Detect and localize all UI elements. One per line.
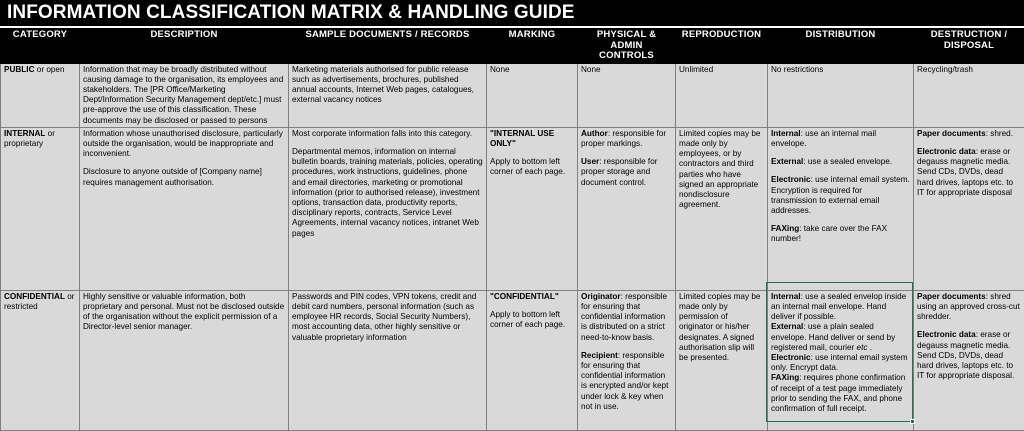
controls-item-internal-2 — [581, 157, 672, 188]
distribution-item-confidential-2-tail: . — [867, 343, 872, 352]
column-header-description-line1: DESCRIPTION — [150, 29, 217, 40]
distribution-item-internal-1-lead: Internal — [771, 129, 801, 138]
distribution-item-internal-4-text: : take care over the FAX number! — [771, 224, 887, 243]
controls-cell-internal[interactable] — [578, 127, 676, 290]
column-header-category-line1: CATEGORY — [13, 29, 67, 40]
column-header-sample-documents[interactable] — [289, 29, 487, 64]
reproduction-text-public: Unlimited — [679, 65, 764, 75]
destruction-item-confidential-1 — [917, 292, 1021, 323]
table-row-public — [1, 63, 1024, 127]
controls-item-internal-1 — [581, 129, 672, 149]
reproduction-cell-public[interactable] — [676, 63, 768, 127]
category-label-internal: INTERNAL — [4, 129, 45, 138]
destruction-cell-internal[interactable] — [914, 127, 1024, 290]
distribution-item-confidential-4-text: : requires phone confirmation of receipt of a test page immediately prior to sending the FAX, and phone confirmation of full receipt. — [771, 373, 905, 413]
description-cell-confidential[interactable] — [80, 290, 289, 430]
destruction-item-internal-1 — [917, 129, 1021, 139]
column-header-category[interactable] — [1, 29, 80, 64]
category-suffix-public: or open — [34, 65, 64, 74]
classification-matrix-table — [0, 28, 1024, 431]
table-row-internal — [1, 127, 1024, 290]
destruction-text-public: Recycling/trash — [917, 65, 1021, 75]
distribution-item-confidential-2-text: : use a plain sealed envelope. Hand deliver or send by registered mail, courier — [771, 322, 895, 351]
destruction-item-confidential-1-lead: Paper documents — [917, 292, 986, 301]
controls-item-internal-1-text: : responsible for proper markings. — [581, 129, 666, 148]
category-suffix-internal: or proprietary — [4, 129, 55, 148]
destruction-item-internal-2 — [917, 147, 1021, 198]
destruction-cell-public[interactable] — [914, 63, 1024, 127]
distribution-item-internal-1-text: : use an internal mail envelope. — [771, 129, 876, 148]
column-header-distribution[interactable] — [768, 29, 914, 64]
distribution-cell-internal[interactable] — [768, 127, 914, 290]
destruction-item-internal-1-lead: Paper documents — [917, 129, 986, 138]
page-title: INFORMATION CLASSIFICATION MATRIX & HANDLING GUIDE — [7, 2, 575, 24]
controls-item-confidential-2-lead: Recipient — [581, 351, 618, 360]
distribution-item-confidential-1-lead: Internal — [771, 292, 801, 301]
distribution-item-internal-3-lead: Electronic — [771, 175, 811, 184]
marking-cell-internal[interactable] — [487, 127, 578, 290]
description-cell-public[interactable] — [80, 63, 289, 127]
description-text-public: Information that may be broadly distributed without causing damage to the organisation, its employees and stakeholders. The [PR Office/Marketing Dept/Information Security Management dept/etc.] must pre-approve the use of this classification. These documents may be disclosed or passed to persons — [83, 65, 285, 126]
column-header-destruction-line1: DESTRUCTION / — [931, 29, 1008, 40]
destruction-item-confidential-2 — [917, 330, 1021, 381]
category-cell-public[interactable] — [1, 63, 80, 127]
marking-note-confidential: Apply to bottom left corner of each page. — [490, 310, 574, 330]
samples-para-internal-1: Most corporate information falls into this category. — [292, 129, 483, 139]
category-cell-confidential[interactable] — [1, 290, 80, 430]
description-text-confidential: Highly sensitive or valuable information, both proprietary and personal. Must not be disclosed outside of the organisation without the explicit permission of a Director-level senior manager. — [83, 292, 285, 333]
samples-para-internal-2: Departmental memos, information on internal bulletin boards, training materials, policies, operating procedures, work instructions, guidelines, phone and email directories, marketing or promotional information (prior to authorised release), investment options, transaction data, productivity reports, disciplinary reports, contracts, Service Level Agreements, internal vacancy notices, intranet Web pages — [292, 147, 483, 239]
destruction-item-internal-1-text: : shred. — [986, 129, 1013, 138]
distribution-item-internal-2-lead: External — [771, 157, 803, 166]
marking-note-internal: Apply to bottom left corner of each page. — [490, 157, 574, 177]
distribution-item-internal-4-lead: FAXing — [771, 224, 799, 233]
samples-cell-internal[interactable] — [289, 127, 487, 290]
column-header-marking-line1: MARKING — [509, 29, 556, 40]
distribution-item-internal-3 — [771, 175, 910, 216]
reproduction-cell-confidential[interactable] — [676, 290, 768, 430]
category-label-public: PUBLIC — [4, 65, 34, 74]
category-cell-internal[interactable] — [1, 127, 80, 290]
table-header-row — [1, 29, 1024, 64]
distribution-text-public: No restrictions — [771, 65, 910, 75]
description-para-internal-1: Information whose unauthorised disclosure, particularly outside the organisation, would be inappropriate and inconvenient. — [83, 129, 285, 160]
document-title-bar — [0, 0, 1024, 27]
distribution-item-confidential-3-lead: Electronic — [771, 353, 811, 362]
reproduction-text-internal: Limited copies may be made only by employees, or by contractors and third parties who have signed an appropriate nondisclosure agreement. — [679, 129, 764, 211]
distribution-item-confidential-1 — [771, 292, 910, 323]
distribution-item-confidential-3-text: : use internal email system only. Encrypt data. — [771, 353, 908, 372]
distribution-item-confidential-2 — [771, 322, 910, 353]
column-header-marking[interactable] — [487, 29, 578, 64]
controls-text-public: None — [581, 65, 672, 75]
samples-text-confidential: Passwords and PIN codes, VPN tokens, credit and debit card numbers, personal information (such as employee HR records, Social Security Numbers), most accounting data, other highly sensitive or valuable proprietary information — [292, 292, 483, 343]
column-header-destruction-disposal[interactable] — [914, 29, 1024, 64]
marking-text-public: None — [490, 65, 574, 75]
destruction-cell-confidential[interactable] — [914, 290, 1024, 430]
distribution-item-confidential-4 — [771, 373, 910, 414]
marking-label-confidential: "CONFIDENTIAL" — [490, 292, 574, 302]
controls-item-confidential-1-lead: Originator — [581, 292, 621, 301]
distribution-item-internal-2 — [771, 157, 910, 167]
column-header-reproduction[interactable] — [676, 29, 768, 64]
distribution-item-internal-2-text: : use a sealed envelope. — [803, 157, 892, 166]
controls-item-internal-2-text: : responsible for proper storage and document control. — [581, 157, 657, 186]
column-header-controls-line1: PHYSICAL & ADMIN — [597, 29, 656, 51]
distribution-item-confidential-2-lead: External — [771, 322, 803, 331]
column-header-description[interactable] — [80, 29, 289, 64]
destruction-item-internal-2-text: : erase or degauss magnetic media. Send CDs, DVDs, dead hard drives, laptops etc. to IT for appropriate disposal — [917, 147, 1013, 197]
samples-text-public: Marketing materials authorised for public release such as advertisements, brochures, published annual accounts, Internet Web pages, catalogues, external vacancy notices — [292, 65, 483, 106]
distribution-cell-confidential[interactable] — [768, 290, 914, 430]
controls-item-confidential-2 — [581, 351, 672, 412]
reproduction-cell-internal[interactable] — [676, 127, 768, 290]
distribution-item-confidential-4-lead: FAXing — [771, 373, 799, 382]
controls-item-confidential-2-text: : responsible for ensuring that confidential information is encrypted and/or kept under lock & key when not in use. — [581, 351, 668, 411]
marking-cell-confidential[interactable] — [487, 290, 578, 430]
controls-item-confidential-1-text: : responsible for ensuring that confidential information is distributed on a strict need-to-know basis. — [581, 292, 667, 342]
controls-item-confidential-1 — [581, 292, 672, 343]
column-header-sample-documents-line1: SAMPLE DOCUMENTS / RECORDS — [305, 29, 469, 40]
samples-cell-public[interactable] — [289, 63, 487, 127]
category-suffix-confidential: or restricted — [4, 292, 75, 311]
description-cell-internal[interactable] — [80, 127, 289, 290]
samples-cell-confidential[interactable] — [289, 290, 487, 430]
description-para-internal-2: Disclosure to anyone outside of [Company name] requires management authorisation. — [83, 167, 285, 187]
distribution-item-confidential-1-text: : use a sealed envelop inside an internal mail envelope. Hand deliver if possible. — [771, 292, 906, 321]
destruction-item-confidential-2-lead: Electronic data — [917, 330, 976, 339]
controls-cell-confidential[interactable] — [578, 290, 676, 430]
category-label-confidential: CONFIDENTIAL — [4, 292, 65, 301]
controls-cell-public[interactable] — [578, 63, 676, 127]
destruction-item-confidential-2-text: : erase or degauss magnetic media. Send CDs, DVDs, dead hard drives, laptops etc. to IT for appropriate disposal. — [917, 330, 1014, 380]
distribution-item-internal-4 — [771, 224, 910, 244]
column-header-physical-admin-controls[interactable] — [578, 29, 676, 64]
distribution-item-internal-1 — [771, 129, 910, 149]
column-header-reproduction-line1: REPRODUCTION — [682, 29, 761, 40]
column-header-destruction-line2: DISPOSAL — [944, 40, 994, 51]
controls-item-internal-1-lead: Author — [581, 129, 608, 138]
destruction-item-confidential-1-text: : shred using an approved cross-cut shredder. — [917, 292, 1020, 321]
controls-item-internal-2-lead: User — [581, 157, 599, 166]
column-header-controls-line2: CONTROLS — [599, 50, 654, 61]
distribution-cell-public[interactable] — [768, 63, 914, 127]
table-row-confidential — [1, 290, 1024, 430]
distribution-item-confidential-3 — [771, 353, 910, 373]
marking-cell-public[interactable] — [487, 63, 578, 127]
column-header-distribution-line1: DISTRIBUTION — [806, 29, 876, 40]
distribution-item-internal-3-text: : use internal email system. Encryption is required for transmission to external email addresses. — [771, 175, 910, 215]
distribution-item-confidential-2-italic: etc — [857, 343, 868, 352]
reproduction-text-confidential: Limited copies may be made only by permission of originator or his/her designates. A signed authorisation slip will be presented. — [679, 292, 764, 363]
destruction-item-internal-2-lead: Electronic data — [917, 147, 976, 156]
marking-label-internal: "INTERNAL USE ONLY" — [490, 129, 574, 149]
